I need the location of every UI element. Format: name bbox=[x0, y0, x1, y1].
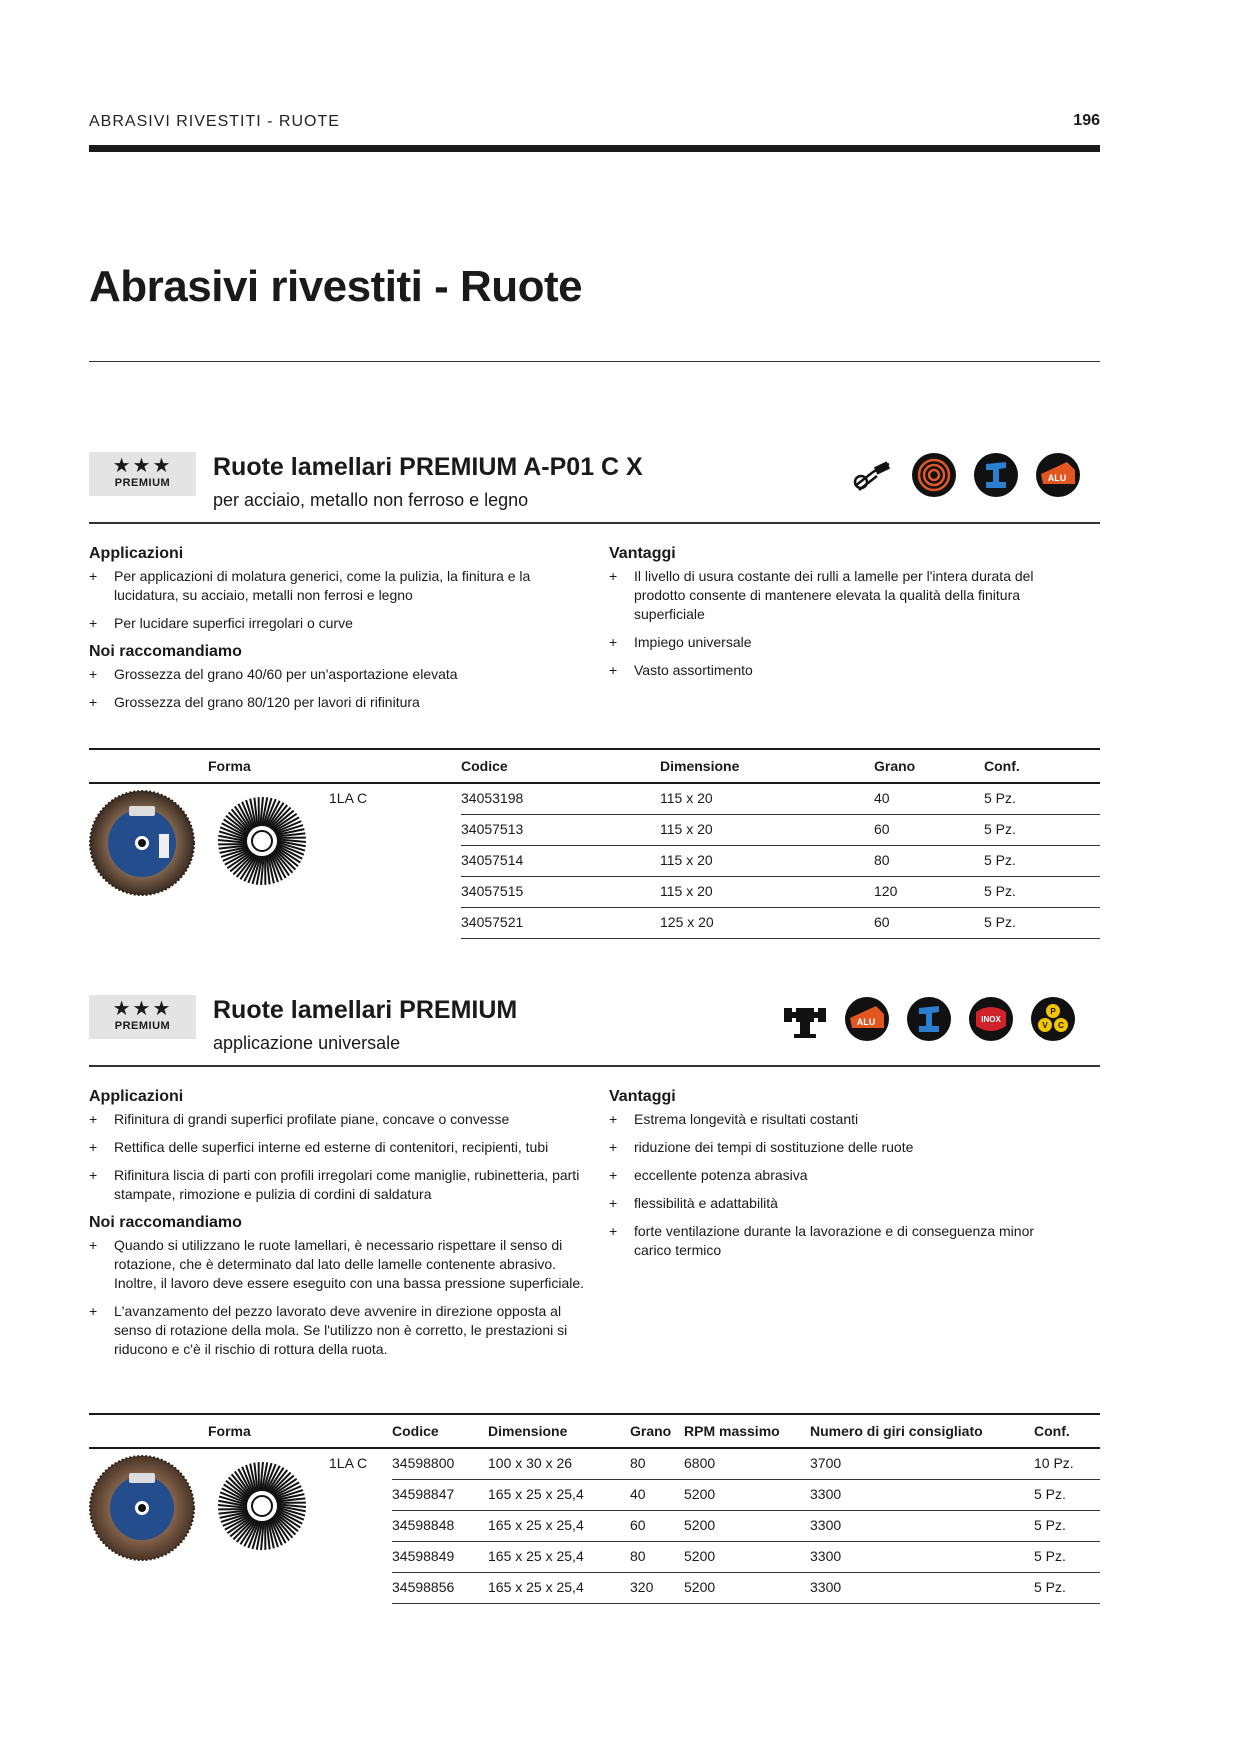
section-divider bbox=[89, 522, 1100, 524]
flap-wheel-drawing bbox=[217, 1461, 307, 1551]
alu-label: ALU bbox=[856, 1017, 876, 1027]
header-divider bbox=[89, 145, 1100, 152]
cell-dimensione: 100 x 30 x 26 bbox=[488, 1455, 573, 1471]
section-subtitle: applicazione universale bbox=[213, 1033, 401, 1053]
list-item: + Rifinitura liscia di parti con profili irregolari come maniglie, rubinetteria, parti stampate, rimozione e pulizia di cordini di saldatura bbox=[89, 1166, 599, 1204]
cell-grano: 120 bbox=[874, 883, 898, 899]
application-icons bbox=[782, 996, 1076, 1042]
bench-grinder-icon bbox=[782, 996, 828, 1042]
cell-codice: 34057515 bbox=[461, 883, 524, 899]
plastic-icon bbox=[1030, 996, 1076, 1042]
cell-codice: 34598800 bbox=[392, 1455, 455, 1471]
list-item: + forte ventilazione durante la lavorazione e di conseguenza minor carico termico bbox=[609, 1222, 1074, 1260]
list-item: + Vasto assortimento bbox=[609, 661, 1074, 680]
table-row bbox=[392, 1449, 1100, 1480]
cell-dimensione: 115 x 20 bbox=[660, 821, 713, 837]
cell-codice: 34057514 bbox=[461, 852, 524, 868]
list-item: + riduzione dei tempi di sostituzione delle ruote bbox=[609, 1138, 1074, 1157]
section-divider bbox=[89, 1065, 1100, 1067]
list-item: + Il livello di usura costante dei rulli a lamelle per l'intera durata del prodotto consente di mantenere elevata la qualità della finitura superficiale bbox=[609, 567, 1074, 624]
table-row bbox=[392, 1511, 1100, 1542]
list-item: + Per lucidare superfici irregolari o curve bbox=[89, 614, 594, 633]
cell-codice: 34598849 bbox=[392, 1548, 455, 1564]
flap-wheel-drawing bbox=[217, 796, 307, 886]
applicazioni-heading: Applicazioni bbox=[89, 545, 184, 562]
list-item: + Rettifica delle superfici interne ed esterne di contenitori, recipienti, tubi bbox=[89, 1138, 599, 1157]
p-label: P bbox=[1050, 1007, 1056, 1016]
list-item: + Grossezza del grano 80/120 per lavori di rifinitura bbox=[89, 693, 594, 712]
cell-giri: 3300 bbox=[810, 1548, 842, 1564]
raccomandiamo-heading: Noi raccomandiamo bbox=[89, 1214, 242, 1231]
cell-conf: 5 Pz. bbox=[1034, 1579, 1066, 1595]
col-grano: Grano bbox=[630, 1423, 672, 1439]
cell-grano: 60 bbox=[874, 914, 890, 930]
cell-rpm: 5200 bbox=[684, 1517, 716, 1533]
table-header bbox=[89, 750, 1100, 784]
stainless-steel-icon bbox=[968, 996, 1014, 1042]
cell-dimensione: 115 x 20 bbox=[660, 790, 713, 806]
aluminium-icon bbox=[1035, 452, 1081, 498]
product-table bbox=[392, 1449, 1100, 1604]
wood-icon bbox=[911, 452, 957, 498]
cell-conf: 5 Pz. bbox=[984, 914, 1016, 930]
col-forma: Forma bbox=[208, 1423, 251, 1439]
page-title: Abrasivi rivestiti - Ruote bbox=[89, 262, 583, 311]
col-forma: Forma bbox=[208, 758, 251, 774]
col-conf: Conf. bbox=[1034, 1423, 1070, 1439]
vantaggi-column bbox=[609, 1088, 1074, 1270]
table-row bbox=[461, 877, 1100, 908]
list-item: + L'avanzamento del pezzo lavorato deve avvenire in direzione opposta al senso di rotazione della mola. Se l'utilizzo non è corretto, le prestazioni si riducono e c'è il rischio di rottura della ruota. bbox=[89, 1302, 599, 1359]
table-row bbox=[461, 908, 1100, 939]
cell-grano: 40 bbox=[630, 1486, 646, 1502]
cell-codice: 34598847 bbox=[392, 1486, 455, 1502]
table-row bbox=[461, 784, 1100, 815]
section-title: Ruote lamellari PREMIUM A-P01 C X bbox=[213, 453, 643, 481]
title-divider bbox=[89, 361, 1100, 362]
applicazioni-heading: Applicazioni bbox=[89, 1088, 184, 1105]
list-item: + eccellente potenza abrasiva bbox=[609, 1166, 1074, 1185]
col-grano: Grano bbox=[874, 758, 916, 774]
cell-conf: 5 Pz. bbox=[1034, 1486, 1066, 1502]
cell-giri: 3300 bbox=[810, 1517, 842, 1533]
table-row bbox=[461, 815, 1100, 846]
table-row bbox=[461, 846, 1100, 877]
col-dimensione: Dimensione bbox=[488, 1423, 568, 1439]
applicazioni-column bbox=[89, 545, 594, 722]
cell-giri: 3300 bbox=[810, 1579, 842, 1595]
cell-grano: 60 bbox=[630, 1517, 646, 1533]
cell-codice: 34057521 bbox=[461, 914, 524, 930]
running-header: ABRASIVI RIVESTITI - RUOTE bbox=[89, 113, 340, 130]
vantaggi-heading: Vantaggi bbox=[609, 545, 676, 562]
cell-conf: 5 Pz. bbox=[984, 852, 1016, 868]
cell-dimensione: 165 x 25 x 25,4 bbox=[488, 1486, 584, 1502]
vantaggi-heading: Vantaggi bbox=[609, 1088, 676, 1105]
cell-dimensione: 125 x 20 bbox=[660, 914, 714, 930]
page-number: 196 bbox=[1073, 112, 1100, 129]
col-rpm: RPM massimo bbox=[684, 1423, 780, 1439]
col-conf: Conf. bbox=[984, 758, 1020, 774]
cell-codice: 34053198 bbox=[461, 790, 524, 806]
cell-dimensione: 115 x 20 bbox=[660, 883, 713, 899]
premium-badge bbox=[89, 995, 196, 1039]
table-row bbox=[392, 1480, 1100, 1511]
col-codice: Codice bbox=[461, 758, 508, 774]
cell-conf: 5 Pz. bbox=[984, 790, 1016, 806]
cell-dimensione: 115 x 20 bbox=[660, 852, 713, 868]
cell-codice: 34598856 bbox=[392, 1579, 455, 1595]
cell-conf: 5 Pz. bbox=[984, 821, 1016, 837]
section-subtitle: per acciaio, metallo non ferroso e legno bbox=[213, 490, 529, 510]
cell-dimensione: 165 x 25 x 25,4 bbox=[488, 1517, 584, 1533]
cell-grano: 320 bbox=[630, 1579, 654, 1595]
col-dimensione: Dimensione bbox=[660, 758, 740, 774]
cell-grano: 80 bbox=[630, 1455, 646, 1471]
cell-conf: 5 Pz. bbox=[1034, 1517, 1066, 1533]
list-item: + Grossezza del grano 40/60 per un'asportazione elevata bbox=[89, 665, 594, 684]
cell-conf: 5 Pz. bbox=[1034, 1548, 1066, 1564]
cell-codice: 34598848 bbox=[392, 1517, 455, 1533]
cell-rpm: 5200 bbox=[684, 1579, 716, 1595]
cell-giri: 3300 bbox=[810, 1486, 842, 1502]
forma-label: 1LA C bbox=[329, 1455, 368, 1471]
applicazioni-column bbox=[89, 1088, 599, 1369]
section-title: Ruote lamellari PREMIUM bbox=[213, 996, 518, 1024]
angle-grinder-icon bbox=[849, 452, 895, 498]
list-item: + Estrema longevità e risultati costanti bbox=[609, 1110, 1074, 1129]
flap-wheel-photo bbox=[89, 790, 195, 896]
vantaggi-column bbox=[609, 545, 1074, 690]
product-table bbox=[461, 784, 1100, 939]
list-item: + Per applicazioni di molatura generici, come la pulizia, la finitura e la lucidatura, su acciaio, metalli non ferrosi e legno bbox=[89, 567, 594, 605]
table-row bbox=[392, 1542, 1100, 1573]
cell-codice: 34057513 bbox=[461, 821, 524, 837]
cell-grano: 80 bbox=[630, 1548, 646, 1564]
raccomandiamo-heading: Noi raccomandiamo bbox=[89, 643, 242, 660]
forma-label: 1LA C bbox=[329, 790, 368, 806]
list-item: + Rifinitura di grandi superfici profilate piane, concave o convesse bbox=[89, 1110, 599, 1129]
list-item: + Impiego universale bbox=[609, 633, 1074, 652]
table-row bbox=[392, 1573, 1100, 1604]
cell-dimensione: 165 x 25 x 25,4 bbox=[488, 1579, 584, 1595]
cell-rpm: 6800 bbox=[684, 1455, 716, 1471]
application-icons bbox=[849, 452, 1081, 498]
cell-giri: 3700 bbox=[810, 1455, 842, 1471]
c-label: C bbox=[1058, 1021, 1064, 1030]
steel-icon bbox=[906, 996, 952, 1042]
cell-rpm: 5200 bbox=[684, 1486, 716, 1502]
stars-icon: ★★★ bbox=[112, 998, 173, 1020]
alu-label: ALU bbox=[1047, 473, 1067, 483]
cell-grano: 60 bbox=[874, 821, 890, 837]
steel-icon bbox=[973, 452, 1019, 498]
v-label: V bbox=[1042, 1021, 1048, 1030]
cell-conf: 5 Pz. bbox=[984, 883, 1016, 899]
premium-badge bbox=[89, 452, 196, 496]
flap-wheel-photo bbox=[89, 1455, 195, 1561]
col-giri: Numero di giri consigliato bbox=[810, 1423, 983, 1439]
badge-label: PREMIUM bbox=[114, 477, 171, 489]
table-header bbox=[89, 1415, 1100, 1449]
cell-dimensione: 165 x 25 x 25,4 bbox=[488, 1548, 584, 1564]
list-item: + flessibilità e adattabilità bbox=[609, 1194, 1074, 1213]
badge-label: PREMIUM bbox=[114, 1020, 171, 1032]
stars-icon: ★★★ bbox=[112, 455, 173, 477]
cell-grano: 80 bbox=[874, 852, 890, 868]
cell-rpm: 5200 bbox=[684, 1548, 716, 1564]
inox-label: INOX bbox=[981, 1015, 1001, 1024]
cell-grano: 40 bbox=[874, 790, 890, 806]
list-item: + Quando si utilizzano le ruote lamellari, è necessario rispettare il senso di rotazione, che è determinato dal lato delle lamelle contenente abrasivo. Inoltre, il lavoro deve essere eseguito con una bassa pressione superficiale. bbox=[89, 1236, 599, 1293]
col-codice: Codice bbox=[392, 1423, 439, 1439]
cell-conf: 10 Pz. bbox=[1034, 1455, 1074, 1471]
aluminium-icon bbox=[844, 996, 890, 1042]
